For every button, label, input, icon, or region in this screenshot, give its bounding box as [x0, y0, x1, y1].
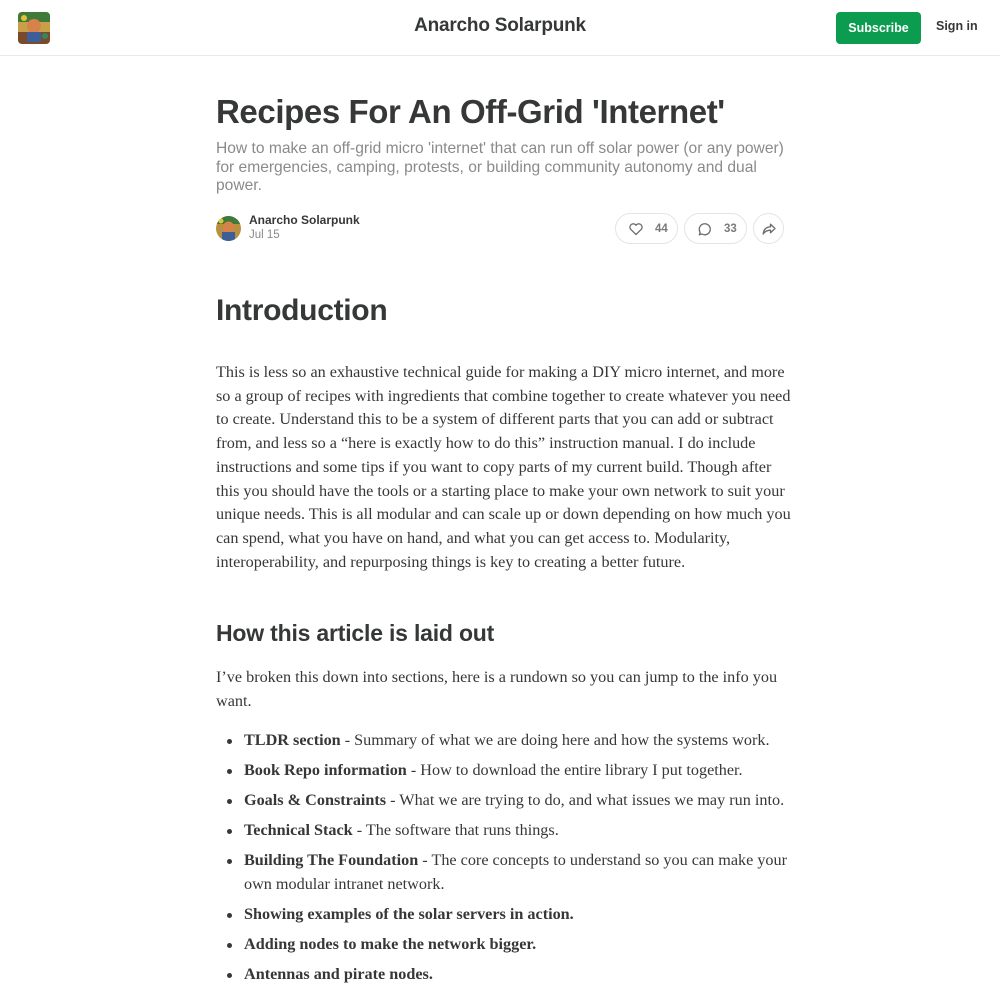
comment-button[interactable]	[684, 213, 747, 244]
site-title[interactable]: Anarcho Solarpunk	[414, 15, 586, 36]
post-byline	[216, 213, 786, 245]
section-heading-layout: How this article is laid out	[216, 620, 495, 646]
subscribe-button[interactable]: Subscribe	[836, 12, 921, 44]
list-item: Building The Foundation - The core concepts to understand so you can make your own modular intranet network.	[216, 849, 794, 896]
comment-count: 33	[724, 222, 737, 235]
intro-paragraph: This is less so an exhaustive technical guide for making a DIY micro internet, and more so a group of recipes with ingredients that combine together to create whatever you need to create. Understand this to be a system of different parts that you can add or subtract from, and less so a “here is exactly how to do this” instruction manual. I do include instructions and some tips if you want to copy parts of my current build. Though after this you should have the tools or a starting place to make your own network to suit your unique needs. This is all modular and can scale up or down depending on how much you can spend, what you have on hand, and what you can get access to. Modularity, interoperability, and repurposing things is key to creating a better future.	[216, 363, 791, 571]
table-of-contents-list	[216, 729, 794, 993]
layout-paragraph: I’ve broken this down into sections, here is a rundown so you can jump to the info you want.	[216, 668, 778, 710]
post-title: Recipes For An Off-Grid 'Internet'	[216, 93, 725, 130]
list-item: Adding nodes to make the network bigger.	[216, 933, 794, 957]
author-avatar[interactable]	[216, 216, 241, 241]
list-item: Goals & Constraints - What we are trying to do, and what issues we may run into.	[216, 789, 794, 813]
list-item: Technical Stack - The software that runs things.	[216, 819, 794, 843]
top-navigation-bar	[0, 0, 1000, 56]
like-count: 44	[655, 222, 668, 235]
list-item: Antennas and pirate nodes.	[216, 963, 794, 987]
sign-in-link[interactable]: Sign in	[936, 19, 978, 33]
section-heading-introduction: Introduction	[216, 294, 388, 327]
comment-icon	[697, 221, 713, 237]
share-button[interactable]	[753, 213, 784, 244]
heart-icon	[628, 221, 644, 237]
list-item: Showing examples of the solar servers in action.	[216, 903, 794, 927]
list-item: TLDR section - Summary of what we are doing here and how the systems work.	[216, 729, 794, 753]
post-subtitle: How to make an off-grid micro 'internet' that can run off solar power (or any power) for emergencies, camping, protests, or building community autonomy and dual power.	[216, 140, 784, 194]
author-name[interactable]: Anarcho Solarpunk	[249, 213, 360, 227]
post-date: Jul 15	[249, 229, 280, 241]
share-icon	[761, 221, 777, 237]
list-item: Book Repo information - How to download the entire library I put together.	[216, 759, 794, 783]
like-button[interactable]	[615, 213, 678, 244]
